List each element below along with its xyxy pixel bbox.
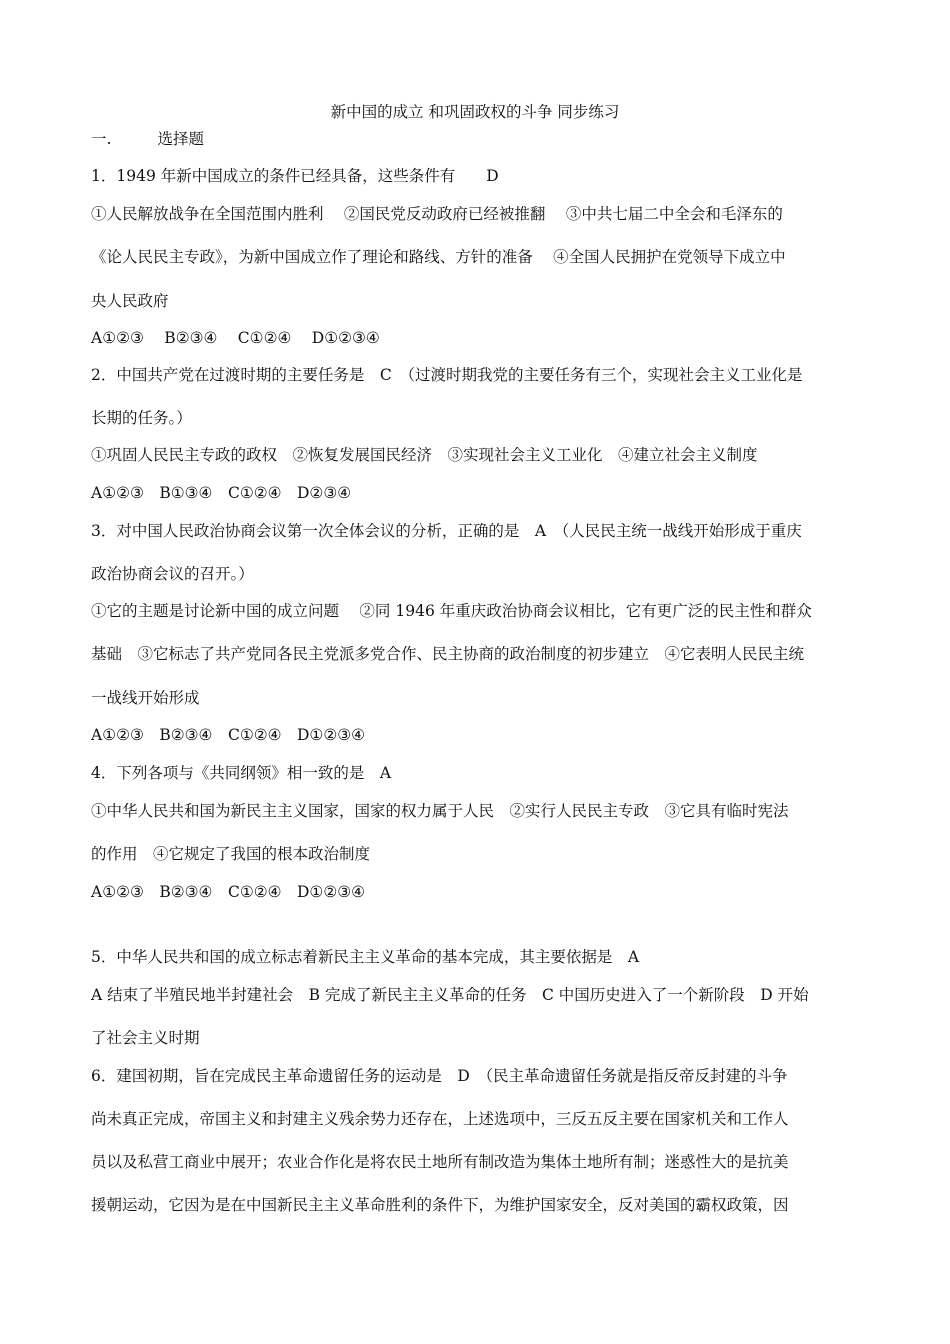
text-line: 6．建国初期，旨在完成民主革命遗留任务的运动是 D （民主革命遗留任务就是指反帝反封建的斗争 <box>91 1067 788 1085</box>
text-line: 《论人民民主专政》，为新中国成立作了理论和路线、方针的准备 ④全国人民拥护在党领导下成立中 <box>91 248 786 266</box>
text-line: 尚未真正完成，帝国主义和封建主义残余势力还存在，上述选项中，三反五反主要在国家机关和工作人 <box>91 1110 789 1128</box>
text-line: 5．中华人民共和国的成立标志着新民主主义革命的基本完成，其主要依据是 A <box>91 948 640 966</box>
text-line: 央人民政府 <box>91 292 169 310</box>
text-line: A①②③ B②③④ C①②④ D①②③④ <box>91 329 380 347</box>
text-line: 基础 ③它标志了共产党同各民主党派多党合作、民主协商的政治制度的初步建立 ④它表明人民民主统 <box>91 645 805 663</box>
text-line: ①它的主题是讨论新中国的成立问题 ②同 1946 年重庆政治协商会议相比，它有更广泛的民主性和群众 <box>91 602 812 620</box>
text-line: 4．下列各项与《共同纲领》相一致的是 A <box>91 764 392 782</box>
text-line: 援朝运动，它因为是在中国新民主主义革命胜利的条件下，为维护国家安全，反对美国的霸权政策，因 <box>91 1196 789 1214</box>
text-line: 2．中国共产党在过渡时期的主要任务是 C （过渡时期我党的主要任务有三个，实现社会主义工业化是 <box>91 366 803 384</box>
text-line: 了社会主义时期 <box>91 1029 200 1047</box>
text-line: 长期的任务。） <box>91 409 192 427</box>
text-line: ①人民解放战争在全国范围内胜利 ②国民党反动政府已经被推翻 ③中共七届二中全会和毛泽东的 <box>91 205 783 223</box>
text-line: ①巩固人民民主专政的政权 ②恢复发展国民经济 ③实现社会主义工业化 ④建立社会主义制度 <box>91 446 758 464</box>
section-number: 一. <box>91 130 112 148</box>
text-line: A①②③ B②③④ C①②④ D①②③④ <box>91 883 366 901</box>
text-line: 一战线开始形成 <box>91 689 200 707</box>
text-line: 政治协商会议的召开。） <box>91 565 254 583</box>
section-label: 选择题 <box>157 130 204 148</box>
text-line: 员以及私营工商业中展开；农业合作化是将农民土地所有制改造为集体土地所有制；迷惑性大的是抗美 <box>91 1153 789 1171</box>
text-line: 的作用 ④它规定了我国的根本政治制度 <box>91 845 371 863</box>
text-line: A①②③ B①③④ C①②④ D②③④ <box>91 484 352 502</box>
text-line: A 结束了半殖民地半封建社会 B 完成了新民主主义革命的任务 C 中国历史进入了一个新阶段 D 开始 <box>91 986 809 1004</box>
text-line: 3．对中国人民政治协商会议第一次全体会议的分析，正确的是 A （人民民主统一战线开始形成于重庆 <box>91 522 802 540</box>
section-heading <box>91 128 866 150</box>
text-line: A①②③ B②③④ C①②④ D①②③④ <box>91 726 366 744</box>
text-line: ①中华人民共和国为新民主主义国家，国家的权力属于人民 ②实行人民民主专政 ③它具有临时宪法 <box>91 802 789 820</box>
page-title: 新中国的成立 和巩固政权的斗争 同步练习 <box>330 103 620 121</box>
text-line: 1．1949 年新中国成立的条件已经具备，这些条件有 D <box>91 167 499 185</box>
